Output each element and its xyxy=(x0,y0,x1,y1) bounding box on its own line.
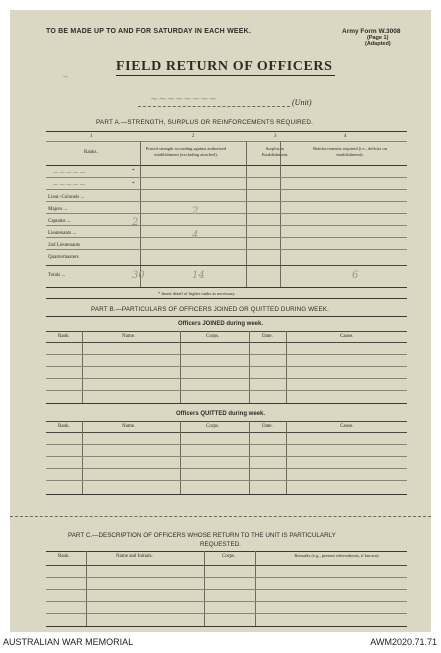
part-c-header-top xyxy=(46,551,407,552)
handwritten-figure: 6 xyxy=(352,270,359,281)
quitted-col-name: Name. xyxy=(122,424,136,429)
part-a-header-bottom xyxy=(46,165,407,166)
part-c-col-name: Name and Initials. xyxy=(116,554,153,559)
handwritten-figure: 14 xyxy=(192,270,205,281)
part-a-table-top xyxy=(46,131,407,132)
part-a-row-line xyxy=(46,189,407,190)
handwritten-figure: 2 xyxy=(192,206,199,217)
joined-bottom xyxy=(46,403,407,404)
part-c-heading-2: REQUESTED. xyxy=(200,541,241,548)
quitted-row-line xyxy=(46,480,407,481)
joined-title: Officers JOINED during week. xyxy=(178,321,264,327)
joined-divider xyxy=(286,331,287,403)
part-c-col-remarks: Remarks (e.g., present whereabouts, if known). xyxy=(294,553,380,558)
fold-perforation xyxy=(10,516,431,517)
quitted-col-date: Date. xyxy=(262,424,273,429)
joined-divider xyxy=(249,331,250,403)
quitted-divider xyxy=(82,421,83,494)
part-c-row-line xyxy=(46,577,407,578)
rank-majors: Majors ... xyxy=(48,207,68,212)
footer-credit: AUSTRALIAN WAR MEMORIAL xyxy=(3,637,134,647)
part-a-col-posted-strength: Posted strength according against authorised establishment (excluding attached). xyxy=(145,146,227,157)
joined-divider xyxy=(180,331,181,403)
rank-lieut-colonels: Lieut.-Colonels ... xyxy=(48,195,85,200)
quitted-header-top xyxy=(46,421,407,422)
joined-col-name: Name. xyxy=(122,334,136,339)
quitted-header-bottom xyxy=(46,432,407,433)
part-a-col-surplus: Surplus to Establishment. xyxy=(261,146,289,157)
quitted-divider xyxy=(180,421,181,494)
part-a-number-row-line xyxy=(46,141,407,142)
joined-row-line xyxy=(46,354,407,355)
part-c-row-line xyxy=(46,589,407,590)
unit-handwriting: ~~~~~~~~ xyxy=(150,94,218,105)
part-a-row-line xyxy=(46,249,407,250)
form-page: (Page 1) xyxy=(367,35,389,41)
quitted-row-line xyxy=(46,468,407,469)
quitted-col-corps: Corps. xyxy=(206,424,220,429)
joined-row-line xyxy=(46,390,407,391)
part-a-totals-line xyxy=(46,265,407,266)
quitted-bottom xyxy=(46,494,407,495)
part-c-bottom xyxy=(46,626,407,627)
rank-lieutenants: Lieutenants ... xyxy=(48,231,77,236)
part-a-col-reinforcements: Reinforcements required (i.e., deficits on establishment). xyxy=(313,146,387,157)
joined-col-cause: Cause. xyxy=(340,334,354,339)
handwritten-figure: 4 xyxy=(192,230,199,241)
joined-divider xyxy=(82,331,83,403)
part-a-row-line xyxy=(46,237,407,238)
part-c-heading-1: PART C.—DESCRIPTION OF OFFICERS WHOSE RETURN TO THE UNIT IS PARTICULARLY xyxy=(68,532,336,539)
quitted-row-line xyxy=(46,444,407,445)
joined-header-bottom xyxy=(46,342,407,343)
part-a-colnum-1: 1 xyxy=(90,134,93,139)
higher-rank-asterisk-1: * xyxy=(132,169,135,174)
part-c-col-rank: Rank. xyxy=(58,554,70,559)
joined-row-line xyxy=(46,378,407,379)
joined-col-date: Date. xyxy=(262,334,273,339)
part-a-colnum-2: 2 xyxy=(192,134,195,139)
joined-row-line xyxy=(46,366,407,367)
form-adapted: (Adapted) xyxy=(365,41,391,47)
footer-accession-number: AWM2020.71.71 xyxy=(370,637,437,647)
part-a-row-line xyxy=(46,201,407,202)
quitted-row-line xyxy=(46,456,407,457)
part-a-row-line xyxy=(46,177,407,178)
handwritten-mark: ~ xyxy=(62,72,69,81)
part-a-table-bottom xyxy=(46,287,407,288)
joined-col-rank: Rank. xyxy=(58,334,70,339)
part-c-row-line xyxy=(46,613,407,614)
quitted-divider xyxy=(286,421,287,494)
part-a-section-end xyxy=(46,298,407,299)
part-b-top xyxy=(46,316,407,317)
part-c-col-corps: Corps. xyxy=(222,554,236,559)
part-a-heading: PART A.—STRENGTH, SURPLUS OR REINFORCEMENTS REQUIRED. xyxy=(96,119,314,126)
title-underline xyxy=(116,75,335,76)
part-a-row-line xyxy=(46,225,407,226)
quitted-col-cause: Cause. xyxy=(340,424,354,429)
unit-label: (Unit) xyxy=(292,98,312,107)
form-sheet xyxy=(10,10,431,632)
higher-rank-handwriting-2: ~~~~~ xyxy=(52,180,86,189)
part-a-col-ranks: Ranks. xyxy=(84,150,98,155)
handwritten-figure: 2 xyxy=(132,217,139,228)
part-c-header-bottom xyxy=(46,565,407,566)
unit-field[interactable] xyxy=(138,106,290,107)
header-notice: TO BE MADE UP TO AND FOR SATURDAY IN EACH WEEK. xyxy=(46,28,252,35)
part-a-colnum-3: 3 xyxy=(274,134,277,139)
form-number: Army Form W.3008 xyxy=(342,28,401,35)
quitted-col-rank: Rank. xyxy=(58,424,70,429)
form-title: FIELD RETURN OF OFFICERS xyxy=(116,59,333,74)
rank-captains: Captains ... xyxy=(48,219,71,224)
part-b-heading: PART B.—PARTICULARS OF OFFICERS JOINED OR QUITTED DURING WEEK. xyxy=(91,306,329,313)
part-c-row-line xyxy=(46,601,407,602)
higher-rank-handwriting-1: ~~~~~ xyxy=(52,168,86,177)
quitted-title: Officers QUITTED during week. xyxy=(176,411,266,417)
part-a-row-line xyxy=(46,213,407,214)
higher-rank-asterisk-2: * xyxy=(132,182,135,187)
quitted-divider xyxy=(249,421,250,494)
totals-label: Totals ... xyxy=(48,273,66,278)
joined-header-top xyxy=(46,331,407,332)
rank-quartermasters: Quartermasters xyxy=(48,255,79,260)
part-a-footnote: * Insert detail of higher ranks as necessary. xyxy=(158,291,236,296)
handwritten-figure: 30 xyxy=(132,270,145,281)
rank-2nd-lieutenants: 2nd Lieutenants xyxy=(48,243,81,248)
part-a-colnum-4: 4 xyxy=(344,134,347,139)
joined-col-corps: Corps. xyxy=(206,334,220,339)
